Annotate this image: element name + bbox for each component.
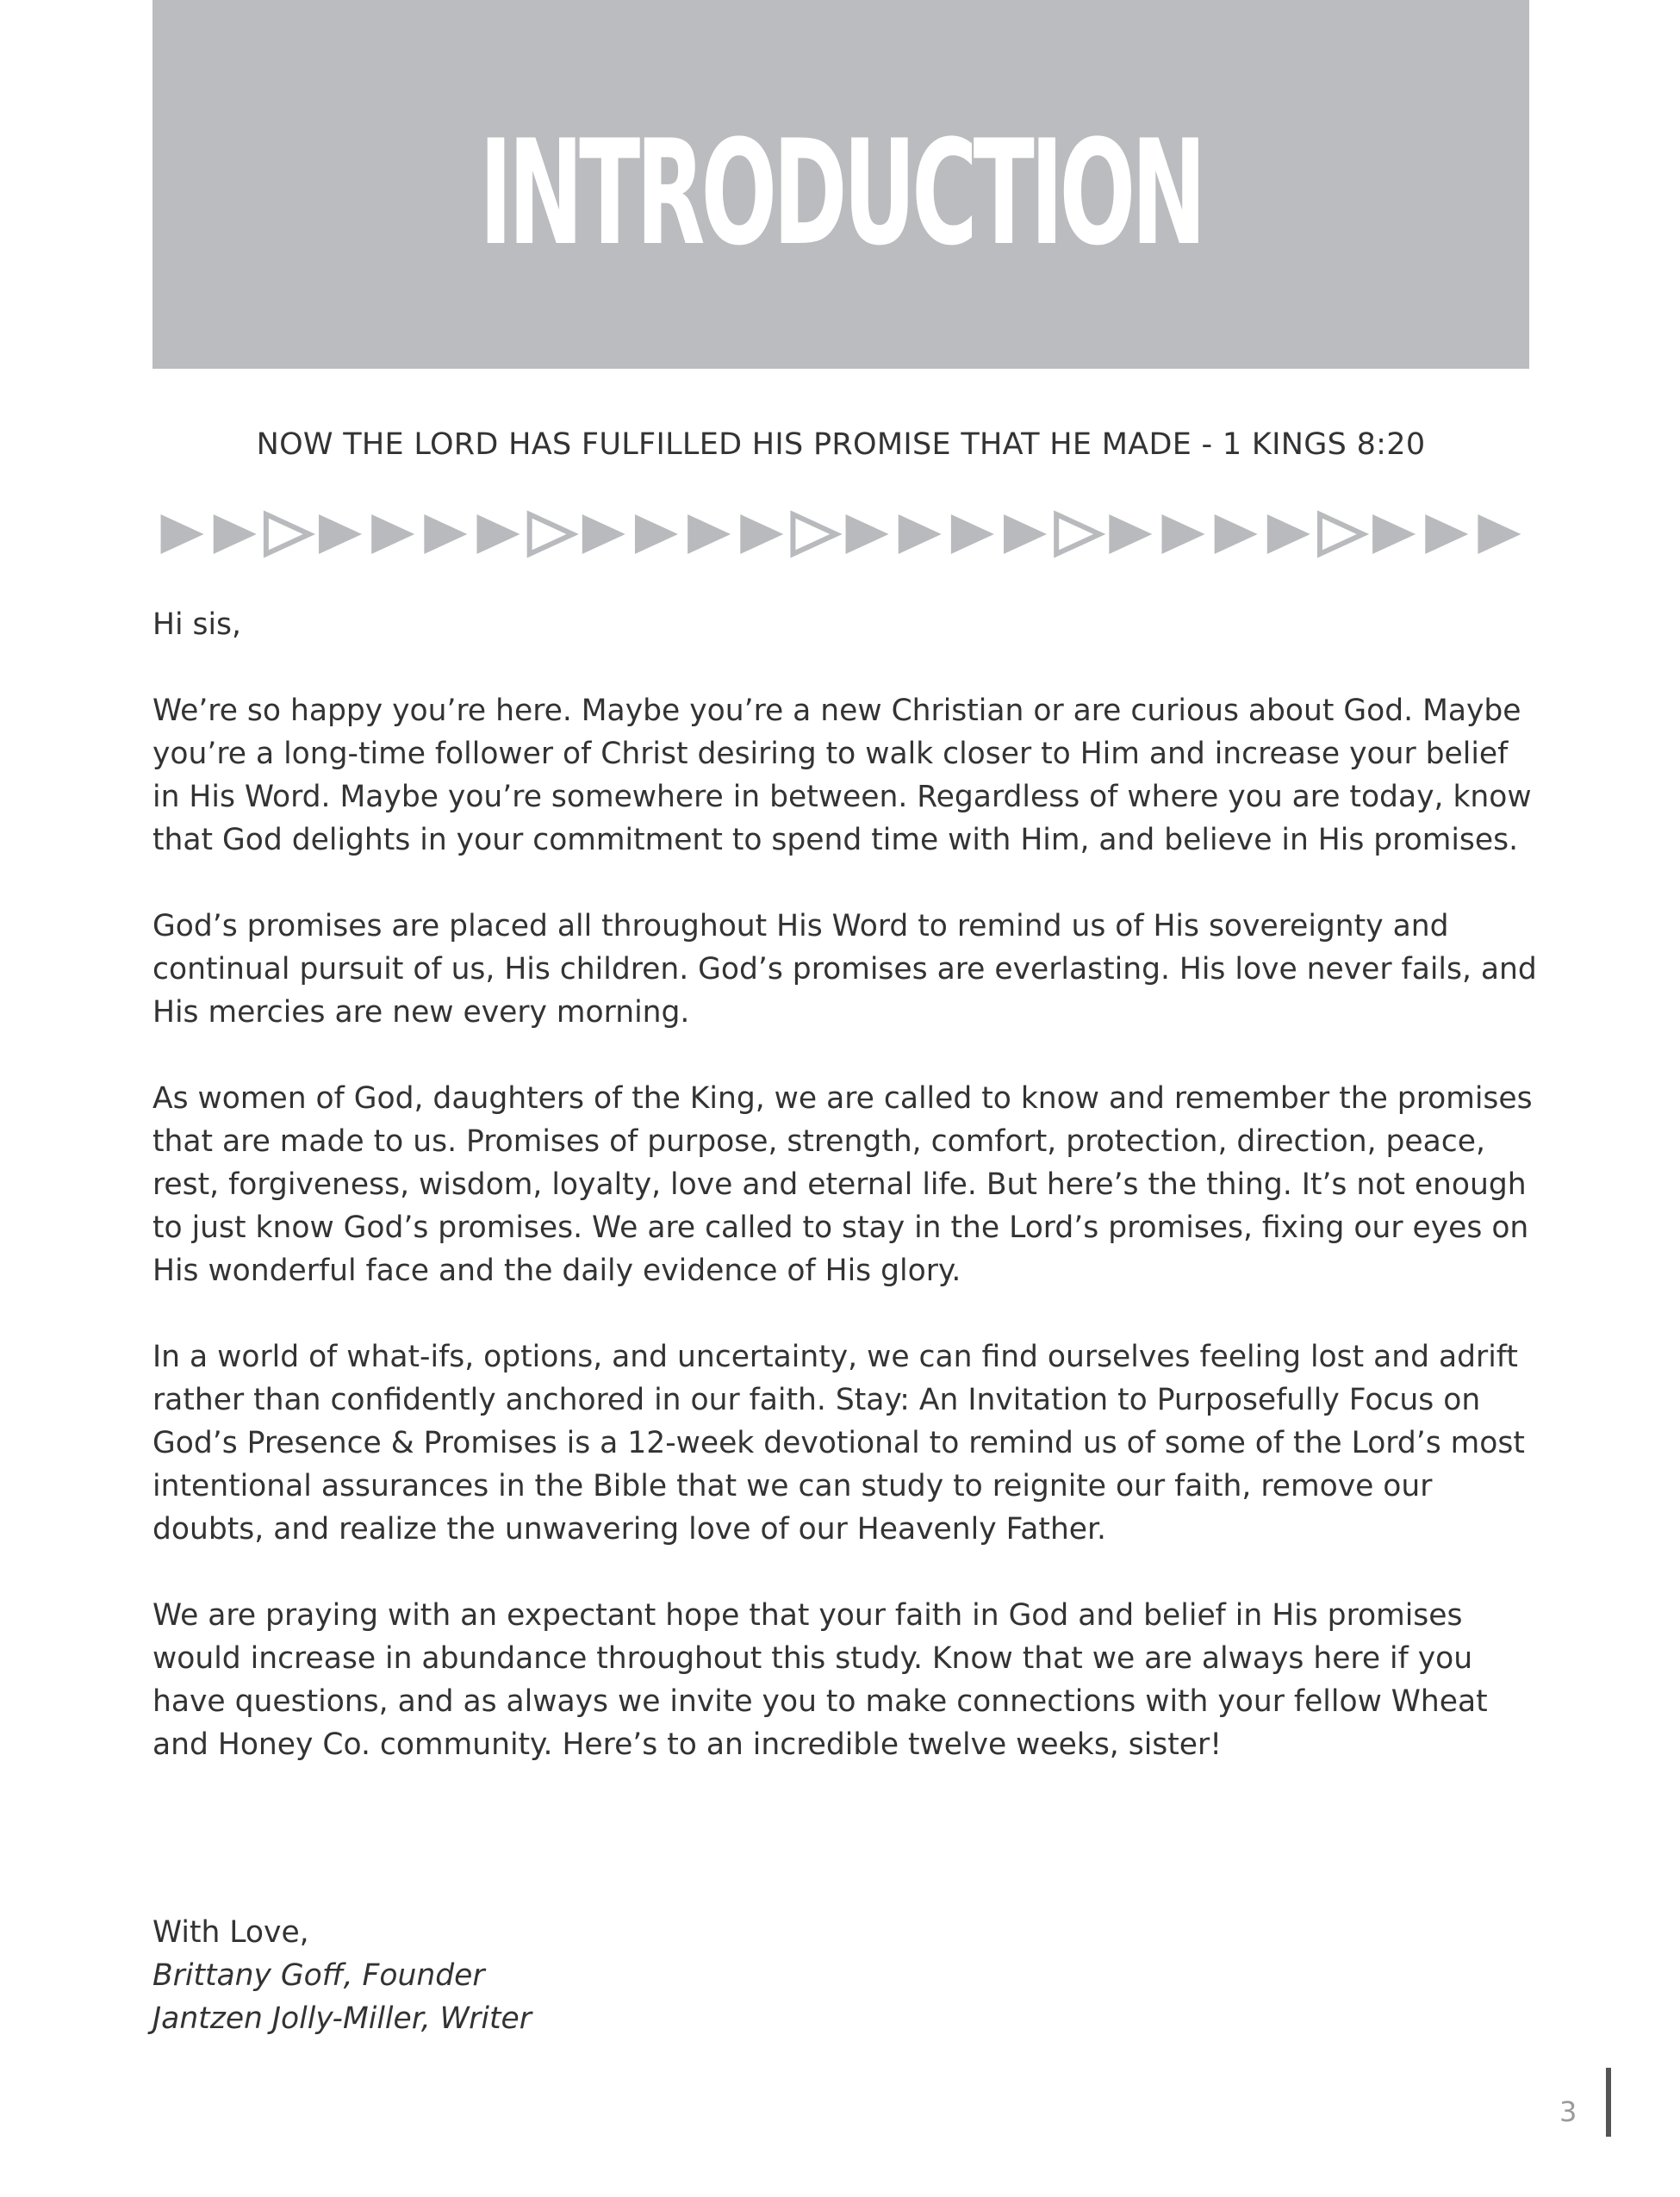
greeting: Hi sis, — [152, 607, 241, 642]
page-title: INTRODUCTION — [479, 109, 1203, 277]
filled-triangle-icon — [1162, 514, 1205, 554]
outlined-triangle-icon — [530, 514, 573, 554]
filled-triangle-icon — [477, 514, 520, 554]
page-number: 3 — [1559, 2095, 1577, 2128]
filled-triangle-icon — [1215, 514, 1258, 554]
triangle-arrow-divider — [156, 508, 1526, 560]
filled-triangle-icon — [846, 514, 889, 554]
letter-body — [152, 603, 1540, 1809]
outlined-triangle-icon — [793, 514, 836, 554]
filled-triangle-icon — [371, 514, 414, 554]
filled-triangle-icon — [740, 514, 783, 554]
filled-triangle-icon — [951, 514, 994, 554]
paragraph-2: God’s promises are placed all throughout His Word to remind us of His sovereignty and continual pursuit of us, His children. God’s promises are everlasting. His love never fails, and His mercies are new every morning. — [152, 909, 1537, 1030]
filled-triangle-icon — [161, 514, 204, 554]
filled-triangle-icon — [688, 514, 731, 554]
title-banner — [152, 0, 1529, 369]
outlined-triangle-icon — [266, 514, 309, 554]
paragraph-3: As women of God, daughters of the King, we are called to know and remember the promises that are made to us. Promises of purpose, strength, comfort, protection, direction, peace, rest, forgiveness, wisdom, loyalty, love and eternal life. But here’s the thing. It’s not enough to just know God’s promises. We are called to stay in the Lord’s promises, fixing our eyes on His wonderful face and the daily evidence of His glory. — [152, 1081, 1533, 1288]
filled-triangle-icon — [214, 514, 257, 554]
filled-triangle-icon — [1267, 514, 1310, 554]
filled-triangle-icon — [424, 514, 467, 554]
signature-founder: Brittany Goff, Founder — [152, 1958, 485, 1993]
filled-triangle-icon — [635, 514, 678, 554]
signoff — [152, 1911, 532, 2040]
filled-triangle-icon — [582, 514, 625, 554]
signature-writer: Jantzen Jolly-Miller, Writer — [152, 2001, 532, 2036]
scripture-verse: NOW THE LORD HAS FULFILLED HIS PROMISE THAT HE MADE - 1 KINGS 8:20 — [256, 427, 1426, 462]
paragraph-5: We are praying with an expectant hope that your faith in God and belief in His promises would increase in abundance throughout this study. Know that we are always here if you have questions, and as always we invite you to make connections with your fellow Wheat and Honey Co. community. Here’s to an incredible twelve weeks, sister! — [152, 1598, 1488, 1762]
filled-triangle-icon — [899, 514, 942, 554]
paragraph-4: In a world of what-ifs, options, and uncertainty, we can find ourselves feeling lost and adrift rather than confidently anchored in our faith. Stay: An Invitation to Purposefully Focus on God’s Presence & Promises is a 12-week devotional to remind us of some of the Lord’s most intentional assurances in the Bible that we can study to reignite our faith, remove our doubts, and realize the unwavering love of our Heavenly Father. — [152, 1340, 1525, 1547]
paragraph-1: We’re so happy you’re here. Maybe you’re a new Christian or are curious about God. Maybe you’re a long-time follower of Christ desiring to walk closer to Him and increase your belief in His Word. Maybe you’re somewhere in between. Regardless of where you are today, know that God delights in your commitment to spend time with Him, and believe in His promises. — [152, 694, 1532, 857]
page-edge-bar — [1606, 2068, 1611, 2137]
filled-triangle-icon — [1004, 514, 1047, 554]
filled-triangle-icon — [319, 514, 362, 554]
filled-triangle-icon — [1109, 514, 1152, 554]
closing: With Love, — [152, 1915, 309, 1950]
outlined-triangle-icon — [1056, 514, 1099, 554]
filled-triangle-icon — [1372, 514, 1416, 554]
outlined-triangle-icon — [1320, 514, 1363, 554]
filled-triangle-icon — [1478, 514, 1521, 554]
filled-triangle-icon — [1425, 514, 1468, 554]
